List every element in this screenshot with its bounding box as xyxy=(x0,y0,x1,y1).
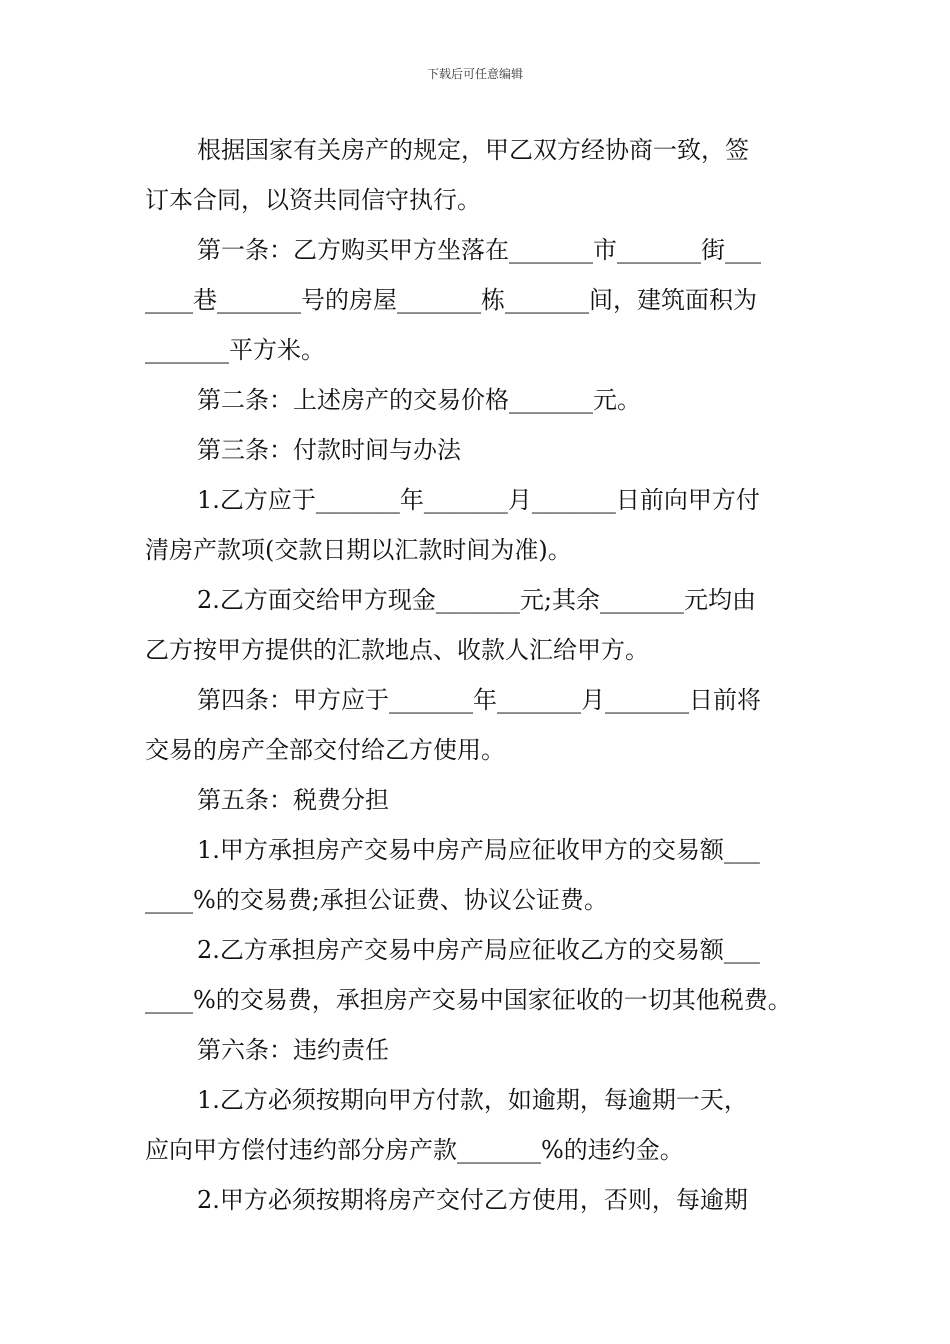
article-6-item-1-line-2: 应向甲方偿付违约部分房产款_______%的违约金。 xyxy=(145,1136,684,1164)
article-3-heading: 第三条：付款时间与办法 xyxy=(197,436,461,464)
article-6-heading: 第六条：违约责任 xyxy=(197,1036,389,1064)
paragraph-intro-line-1: 根据国家有关房产的规定，甲乙双方经协商一致，签 xyxy=(197,136,749,164)
article-2-line-1: 第二条：上述房产的交易价格_______元。 xyxy=(197,386,641,414)
article-3-item-1-line-2: 清房产款项(交款日期以汇款时间为准)。 xyxy=(145,536,572,564)
article-1-line-3: _______平方米。 xyxy=(145,336,325,364)
article-1-line-2: ____巷_______号的房屋_______栋_______间，建筑面积为 xyxy=(145,286,757,314)
article-3-item-2-line-1: 2.乙方面交给甲方现金_______元;其余_______元均由 xyxy=(197,586,756,614)
article-1-line-1: 第一条：乙方购买甲方坐落在_______市_______街___ xyxy=(197,236,761,264)
contract-body xyxy=(145,125,810,1225)
article-6-item-2-line-1: 2.甲方必须按期将房产交付乙方使用，否则，每逾期 xyxy=(197,1186,748,1214)
page-header: 下载后可任意编辑 xyxy=(426,67,523,81)
article-4-line-1: 第四条：甲方应于_______年_______月_______日前将 xyxy=(197,686,761,714)
paragraph-intro-line-2: 订本合同，以资共同信守执行。 xyxy=(145,186,481,214)
article-5-item-2-line-1: 2.乙方承担房产交易中房产局应征收乙方的交易额___ xyxy=(197,936,760,964)
article-3-item-2-line-2: 乙方按甲方提供的汇款地点、收款人汇给甲方。 xyxy=(145,636,649,664)
article-5-item-1-line-1: 1.甲方承担房产交易中房产局应征收甲方的交易额___ xyxy=(197,836,760,864)
article-4-line-2: 交易的房产全部交付给乙方使用。 xyxy=(145,736,505,764)
article-6-item-1-line-1: 1.乙方必须按期向甲方付款，如逾期，每逾期一天， xyxy=(197,1086,748,1114)
article-5-heading: 第五条：税费分担 xyxy=(197,786,389,814)
article-3-item-1-line-1: 1.乙方应于_______年_______月_______日前向甲方付 xyxy=(197,486,760,514)
article-5-item-1-line-2: ____%的交易费;承担公证费、协议公证费。 xyxy=(145,886,608,914)
article-5-item-2-line-2: ____%的交易费，承担房产交易中国家征收的一切其他税费。 xyxy=(145,986,792,1014)
